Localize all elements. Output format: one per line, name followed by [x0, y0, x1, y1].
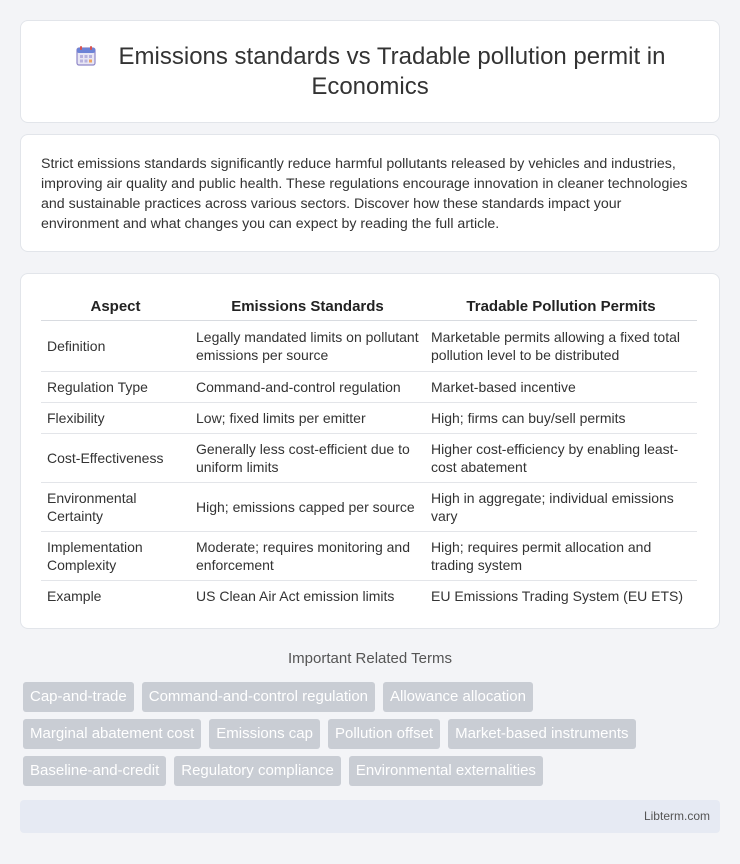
intro-card: [20, 134, 720, 252]
table-row: [41, 403, 697, 434]
tag-regulatory-compliance[interactable]: Regulatory compliance: [174, 756, 341, 786]
cell-standards: Legally mandated limits on pollutant emissions per source: [190, 321, 425, 372]
cell-aspect: Example: [47, 588, 102, 605]
cell-aspect: Environmental Certainty: [41, 483, 190, 532]
intro-text: Strict emissions standards significantly reduce harmful pollutants released by vehicles and industries, improving air quality and public health. These regulations encourage innovation in cleaner technologies and sustainable practices across various sectors. Discover how these standards impact your environment and what changes you can expect by reading the full article.: [41, 156, 688, 232]
cell-standards: High; emissions capped per source: [190, 483, 425, 532]
cell-permits: High; requires permit allocation and trading system: [425, 532, 697, 581]
table-row: [41, 321, 697, 372]
cell-permits: EU Emissions Trading System (EU ETS): [431, 588, 684, 605]
cell-aspect: Flexibility: [41, 403, 190, 434]
cell-permits: High in aggregate; individual emissions vary: [425, 483, 697, 532]
table-row: [41, 532, 697, 581]
header-aspect: Aspect: [41, 296, 190, 321]
table-row: [41, 483, 697, 532]
header-emissions-standards: Emissions Standards: [190, 296, 425, 321]
calendar-icon: [75, 45, 97, 67]
tag-command-and-control[interactable]: Command-and-control regulation: [142, 682, 375, 712]
footer: [20, 800, 720, 833]
header-tradable-permits: Tradable Pollution Permits: [425, 296, 697, 321]
tag-emissions-cap[interactable]: Emissions cap: [209, 719, 320, 749]
tag-baseline-and-credit[interactable]: Baseline-and-credit: [23, 756, 166, 786]
tag-marginal-abatement-cost[interactable]: Marginal abatement cost: [23, 719, 201, 749]
table-row: [41, 581, 697, 612]
table-row: [41, 372, 697, 403]
table-header-row: [41, 296, 697, 321]
title-card: [20, 20, 720, 123]
cell-aspect: Implementation Complexity: [41, 532, 190, 581]
page-title-wrap: [61, 42, 679, 102]
tag-market-based-instruments[interactable]: Market-based instruments: [448, 719, 635, 749]
cell-permits: Market-based incentive: [425, 372, 697, 403]
tag-pollution-offset[interactable]: Pollution offset: [328, 719, 440, 749]
cell-standards: Command-and-control regulation: [190, 372, 425, 403]
cell-permits: Marketable permits allowing a fixed total pollution level to be distributed: [425, 321, 697, 372]
cell-standards: Moderate; requires monitoring and enforcement: [190, 532, 425, 581]
cell-permits: High; firms can buy/sell permits: [425, 403, 697, 434]
cell-permits: Higher cost-efficiency by enabling least-cost abatement: [425, 434, 697, 483]
table-row: [41, 434, 697, 483]
cell-aspect: Definition: [41, 321, 190, 372]
cell-aspect: Regulation Type: [41, 372, 190, 403]
cell-standards: Generally less cost-efficient due to uniform limits: [190, 434, 425, 483]
page-title: Emissions standards vs Tradable pollution permit in Economics: [118, 42, 666, 100]
cell-standards: Low; fixed limits per emitter: [190, 403, 425, 434]
tag-cap-and-trade[interactable]: Cap-and-trade: [23, 682, 134, 712]
tag-environmental-externalities[interactable]: Environmental externalities: [349, 756, 543, 786]
comparison-table: [41, 296, 697, 612]
cell-standards: US Clean Air Act emission limits: [196, 588, 395, 605]
related-terms-title: Important Related Terms: [288, 650, 452, 667]
related-terms-tags: [23, 682, 713, 786]
tag-allowance-allocation[interactable]: Allowance allocation: [383, 682, 533, 712]
footer-site-link[interactable]: Libterm.com: [643, 809, 710, 823]
comparison-card: [20, 273, 720, 629]
cell-aspect: Cost-Effectiveness: [41, 434, 190, 483]
